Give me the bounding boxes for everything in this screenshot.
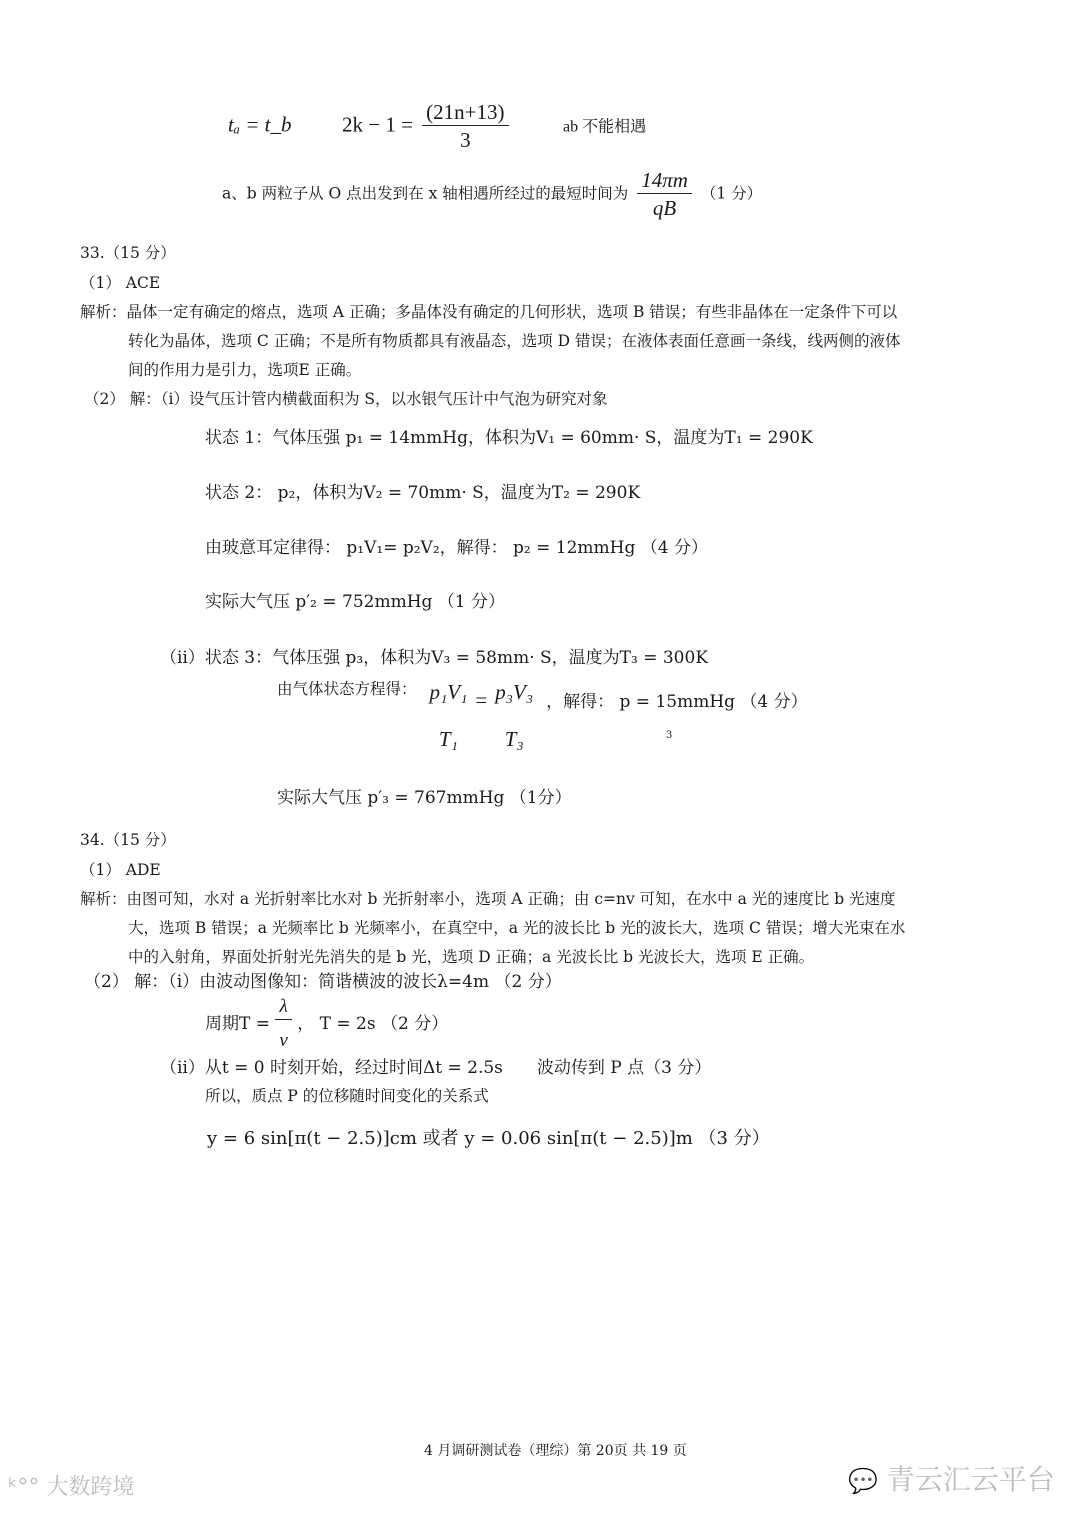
fraction	[422, 100, 508, 153]
state1: 状态 1：气体压强 p₁ = 14mmHg，体积为V₁ = 60mm· S，温度为T₁ = 290K	[205, 428, 813, 448]
label: 周期T =	[205, 1014, 270, 1035]
displacement-equation: y = 6 sin[π(t − 2.5)]cm 或者 y = 0.06 sin[π(t − 2.5)]m （3 分）	[207, 1128, 770, 1149]
page-footer: 4 月调研测试卷（理综）第 20页 共 19 页	[424, 1443, 687, 1459]
wechat-icon: 💬	[848, 1467, 878, 1495]
numerator: 14πm	[637, 168, 692, 194]
q33-analysis-line: 解析：晶体一定有确定的熔点，选项 A 正确；多晶体没有确定的几何形状，选项 B 错误；有些非晶体在一定条件下可以	[80, 303, 898, 321]
denominator: T₁	[438, 727, 458, 752]
boyle-law: 由玻意耳定律得： p₁V₁= p₂V₂，解得： p₂ = 12mmHg （4 分）	[205, 538, 708, 558]
logo-icon: ᵏ°°	[8, 1475, 40, 1500]
q34-analysis-line: 大，选项 B 错误；a 光频率比 b 光频率小，在真空中，a 光的波长比 b 光的波长大，选项 C 错误；增大光束在水	[128, 919, 906, 937]
q33-header: 33.（15 分）	[80, 244, 176, 262]
watermark-right	[848, 1458, 1055, 1498]
result: ， T = 2s （2 分）	[297, 1014, 449, 1035]
q33-part2-intro: （2） 解：（ⅰ）设气压计管内横截面积为 S，以水银气压计中气泡为研究对象	[84, 390, 608, 408]
text: a、b 两粒子从 O 点出发到在 x 轴相遇所经过的最短时间为	[222, 184, 629, 203]
score: （1 分）	[700, 184, 763, 203]
actual-pressure-2: 实际大气压 p′₃ = 767mmHg （1分）	[277, 788, 572, 808]
equation-meet-condition	[228, 100, 646, 153]
q34-part2-intro: （2） 解：（ⅰ）由波动图像知：简谐横波的波长λ=4m （2 分）	[84, 972, 562, 992]
period-line	[205, 996, 448, 1053]
q34-part2-ii: （ⅱ）从t = 0 时刻开始，经过时间Δt = 2.5s 波动传到 P 点（3 分）	[160, 1058, 712, 1078]
q33-analysis-line: 转化为晶体，选项 C 正确；不是所有物质都具有液晶态，选项 D 错误；在液体表面任意画一条线，线两侧的液体	[128, 332, 901, 350]
gas-law-line	[277, 680, 808, 752]
subscript-3: 3	[666, 730, 673, 741]
q34-so: 所以，质点 P 的位移随时间变化的关系式	[205, 1087, 489, 1105]
state3: （ⅱ）状态 3：气体压强 p₃，体积为V₃ = 58mm· S，温度为T₃ = 300K	[160, 648, 709, 668]
fraction	[425, 680, 471, 752]
numerator: λ	[275, 996, 291, 1020]
eq-lhs: 2k − 1 =	[341, 112, 413, 137]
actual-pressure-1: 实际大气压 p′₂ = 752mmHg （1 分）	[205, 592, 506, 612]
watermark-right-text: 青云汇云平台	[886, 1463, 1055, 1496]
q34-part1: （1） ADE	[80, 861, 161, 879]
watermark-left-text: 大数跨境	[46, 1475, 135, 1500]
result: ，解得： p = 15mmHg （4 分）	[546, 692, 808, 712]
eq-note: ab 不能相遇	[563, 118, 647, 136]
denominator: qB	[652, 196, 677, 221]
equals: =	[475, 688, 488, 712]
numerator: (21n+13)	[422, 100, 508, 126]
fraction	[637, 168, 692, 221]
numerator: p₃V₃	[495, 680, 534, 704]
q34-analysis-line: 中的入射角，界面处折射光先消失的是 b 光，选项 D 正确；a 光波长比 b 光波长大，选项 E 正确。	[128, 948, 815, 966]
fraction	[275, 996, 291, 1053]
numerator: p₁V₁	[429, 680, 468, 704]
watermark-left	[8, 1470, 134, 1501]
denominator: v	[279, 1029, 288, 1051]
q34-analysis-line: 解析：由图可知，水对 a 光折射率比水对 b 光折射率小，选项 A 正确；由 c=nv 可知，在水中 a 光的速度比 b 光速度	[80, 890, 896, 908]
fraction	[491, 680, 537, 752]
label: 由气体状态方程得：	[277, 680, 417, 698]
q33-analysis-line: 间的作用力是引力，选项E 正确。	[128, 361, 362, 379]
denominator: T₃	[504, 727, 524, 752]
shortest-time-line	[222, 168, 762, 221]
q33-part1: （1） ACE	[80, 274, 161, 292]
q34-header: 34.（15 分）	[80, 831, 176, 849]
eq-left: tₐ = t_b	[228, 112, 292, 137]
state2: 状态 2： p₂，体积为V₂ = 70mm· S，温度为T₂ = 290K	[205, 483, 641, 503]
denominator: 3	[460, 128, 471, 153]
